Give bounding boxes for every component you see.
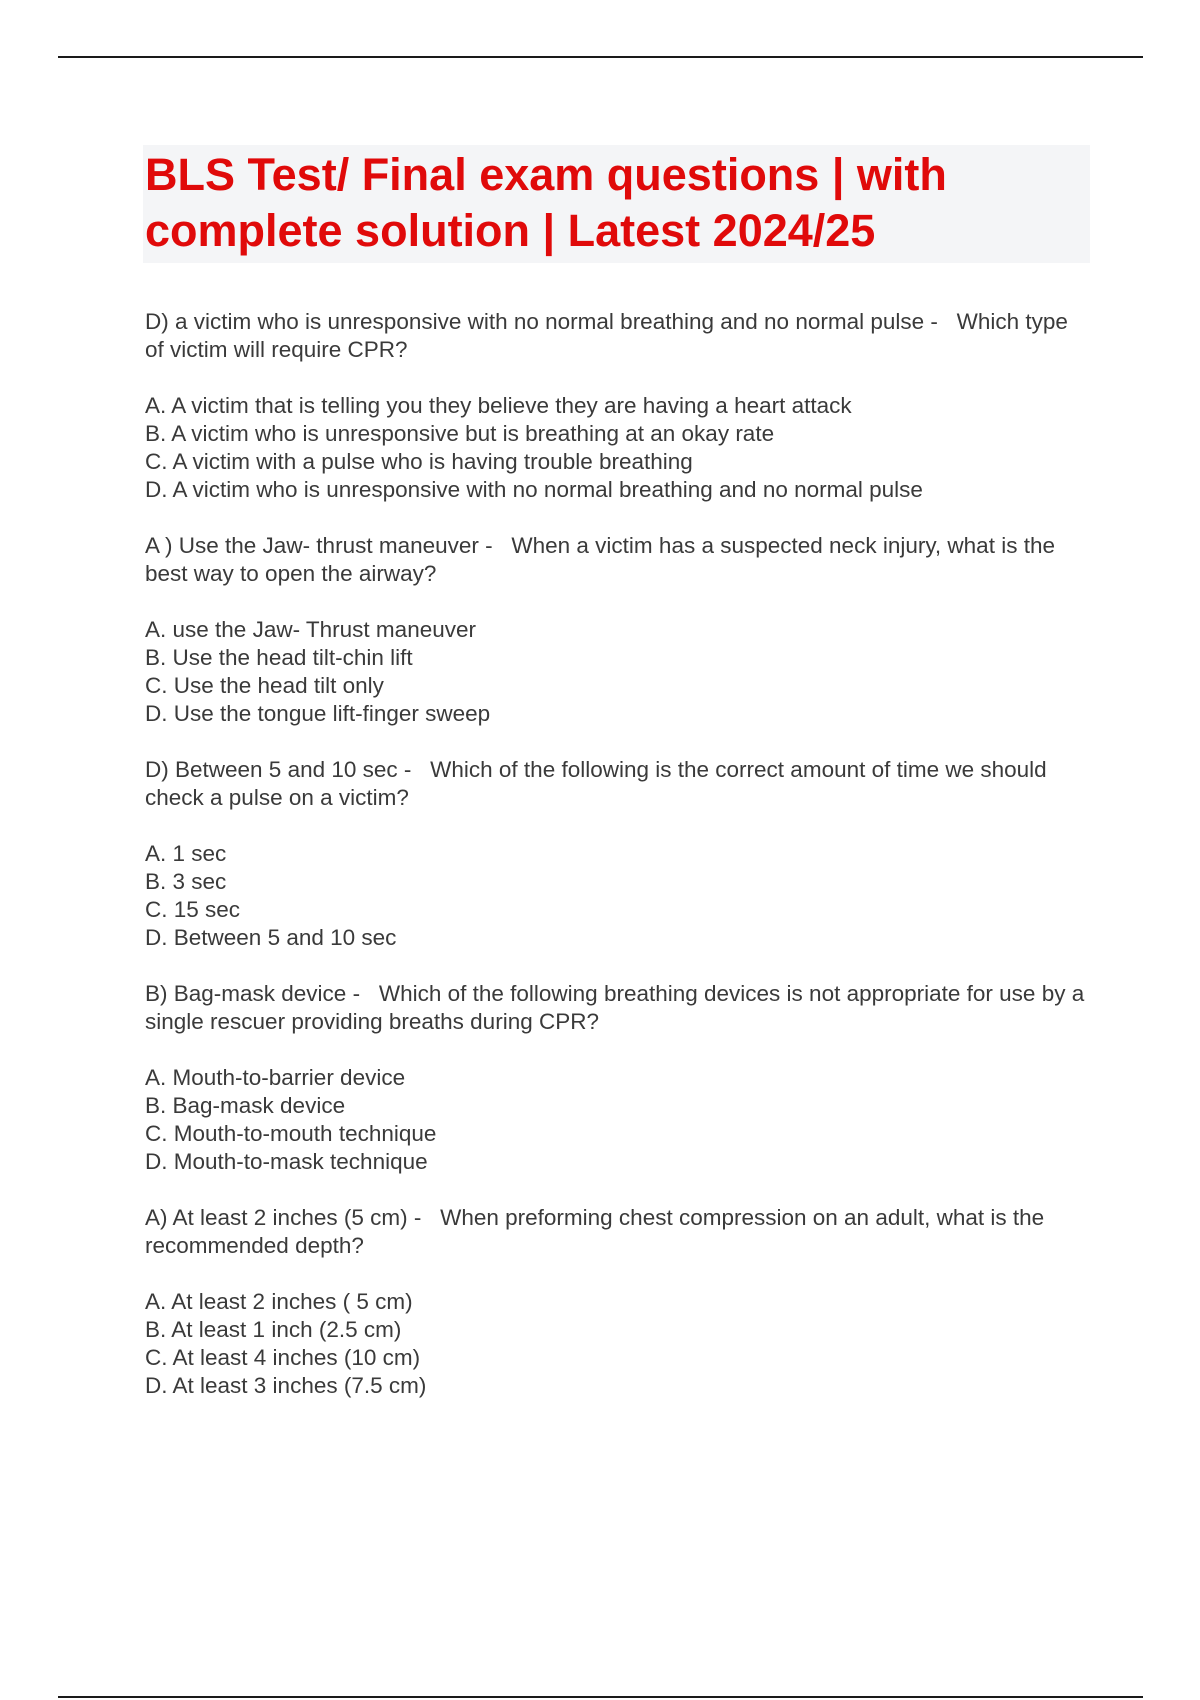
answer-text: B) Bag-mask device [145, 981, 347, 1006]
answer-text: A) At least 2 inches (5 cm) [145, 1205, 408, 1230]
document-title: BLS Test/ Final exam questions | with complete solution | Latest 2024/25 [145, 149, 947, 256]
answer-separator: - [924, 309, 957, 334]
option-c: C. A victim with a pulse who is having trouble breathing [145, 449, 693, 474]
answer-separator: - [397, 757, 431, 782]
document-body [145, 145, 1090, 1428]
question-list [145, 308, 1090, 1400]
option-c: C. 15 sec [145, 897, 241, 922]
option-a: A. At least 2 inches ( 5 cm) [145, 1289, 413, 1314]
option-d: D. A victim who is unresponsive with no normal breathing and no normal pulse [145, 477, 923, 502]
question-block [145, 980, 1090, 1176]
option-b: B. Use the head tilt-chin lift [145, 645, 413, 670]
question-block [145, 756, 1090, 952]
option-a: A. use the Jaw- Thrust maneuver [145, 617, 476, 642]
options-list [145, 1064, 1090, 1176]
answer-separator: - [407, 1205, 441, 1230]
option-c: C. Mouth-to-mouth technique [145, 1121, 437, 1146]
question-prompt: When preforming chest compression on an adult, what is the recommended depth? [145, 1205, 1045, 1258]
option-b: B. Bag-mask device [145, 1093, 346, 1118]
question-text [145, 756, 1090, 812]
answer-separator: - [346, 981, 379, 1006]
answer-text: D) a victim who is unresponsive with no normal breathing and no normal pulse [145, 309, 925, 334]
option-c: C. At least 4 inches (10 cm) [145, 1345, 421, 1370]
option-a: A. Mouth-to-barrier device [145, 1065, 406, 1090]
question-text [145, 532, 1090, 588]
answer-text: A ) Use the Jaw- thrust maneuver [145, 533, 479, 558]
option-b: B. At least 1 inch (2.5 cm) [145, 1317, 402, 1342]
answer-text: D) Between 5 and 10 sec [145, 757, 398, 782]
answer-separator: - [478, 533, 512, 558]
option-c: C. Use the head tilt only [145, 673, 384, 698]
options-list [145, 1288, 1090, 1400]
question-text [145, 1204, 1090, 1260]
bottom-rule [58, 1696, 1143, 1698]
option-b: B. 3 sec [145, 869, 227, 894]
options-list [145, 392, 1090, 504]
question-prompt: Which of the following breathing devices is not appropriate for use by a single rescuer providing breaths during CPR? [145, 981, 1085, 1034]
option-a: A. A victim that is telling you they believe they are having a heart attack [145, 393, 852, 418]
top-rule [58, 56, 1143, 58]
question-prompt: Which type of victim will require CPR? [145, 309, 1068, 362]
question-text [145, 980, 1090, 1036]
options-list [145, 840, 1090, 952]
question-text [145, 308, 1090, 364]
question-block [145, 308, 1090, 504]
option-d: D. At least 3 inches (7.5 cm) [145, 1373, 427, 1398]
option-b: B. A victim who is unresponsive but is breathing at an okay rate [145, 421, 775, 446]
question-block [145, 1204, 1090, 1400]
question-prompt: Which of the following is the correct amount of time we should check a pulse on a victim? [145, 757, 1047, 810]
question-block [145, 532, 1090, 728]
option-a: A. 1 sec [145, 841, 227, 866]
option-d: D. Use the tongue lift-finger sweep [145, 701, 491, 726]
question-prompt: When a victim has a suspected neck injury, what is the best way to open the airway? [145, 533, 1055, 586]
option-d: D. Mouth-to-mask technique [145, 1149, 428, 1174]
options-list [145, 616, 1090, 728]
title-block [143, 145, 1090, 263]
option-d: D. Between 5 and 10 sec [145, 925, 397, 950]
